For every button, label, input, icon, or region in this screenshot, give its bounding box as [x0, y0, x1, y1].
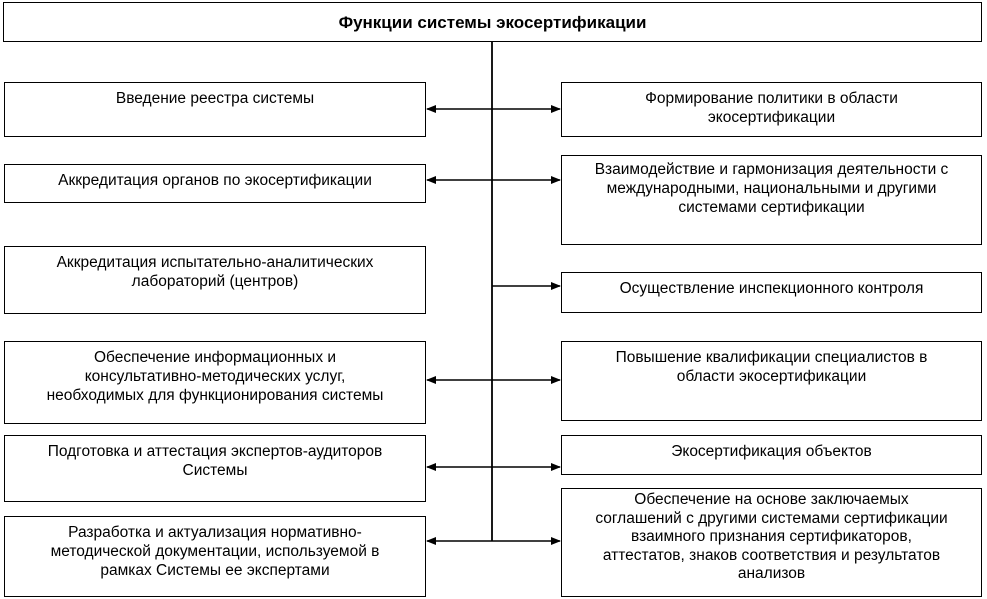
right-box-text: Повышение квалификации специалистов в области экосертификации	[615, 349, 928, 385]
left-box-accreditation-labs	[4, 246, 426, 314]
left-box-text: Аккредитация органов по экосертификации	[58, 172, 372, 189]
title-text: Функции системы экосертификации	[338, 12, 647, 32]
right-box-text: Обеспечение на основе заключаемых соглашений с другими системами сертификации взаимного признания сертификаторов, аттестатов, знаков соответствия и результатов анализов	[595, 491, 948, 582]
left-box-registry	[4, 82, 426, 137]
right-box-text: Взаимодействие и гармонизация деятельности с международными, национальными и другими системами сертификации	[594, 161, 949, 216]
left-box-documentation	[4, 516, 426, 597]
left-box-information-services	[4, 341, 426, 424]
left-box-text: Разработка и актуализация нормативно- методической документации, используемой в рамках Системы ее экспертами	[50, 524, 380, 579]
right-box-harmonization	[561, 155, 982, 245]
right-box-mutual-recognition	[561, 488, 982, 597]
left-box-text: Аккредитация испытательно-аналитических лабораторий (центров)	[56, 254, 374, 290]
title-box	[3, 2, 982, 42]
left-box-expert-training	[4, 435, 426, 502]
right-box-text: Осуществление инспекционного контроля	[619, 280, 924, 297]
right-box-text: Экосертификация объектов	[671, 443, 872, 460]
right-box-inspection	[561, 272, 982, 313]
left-box-text: Введение реестра системы	[115, 90, 315, 107]
left-box-accreditation-bodies	[4, 164, 426, 203]
left-box-text: Подготовка и аттестация экспертов-аудиторов Системы	[47, 443, 383, 479]
right-box-policy	[561, 82, 982, 137]
right-box-text: Формирование политики в области экосертификации	[645, 90, 898, 126]
left-box-text: Обеспечение информационных и консультативно-методических услуг, необходимых для функционирования системы	[46, 349, 384, 404]
right-box-ecocertification-objects	[561, 435, 982, 475]
right-box-qualification	[561, 341, 982, 421]
